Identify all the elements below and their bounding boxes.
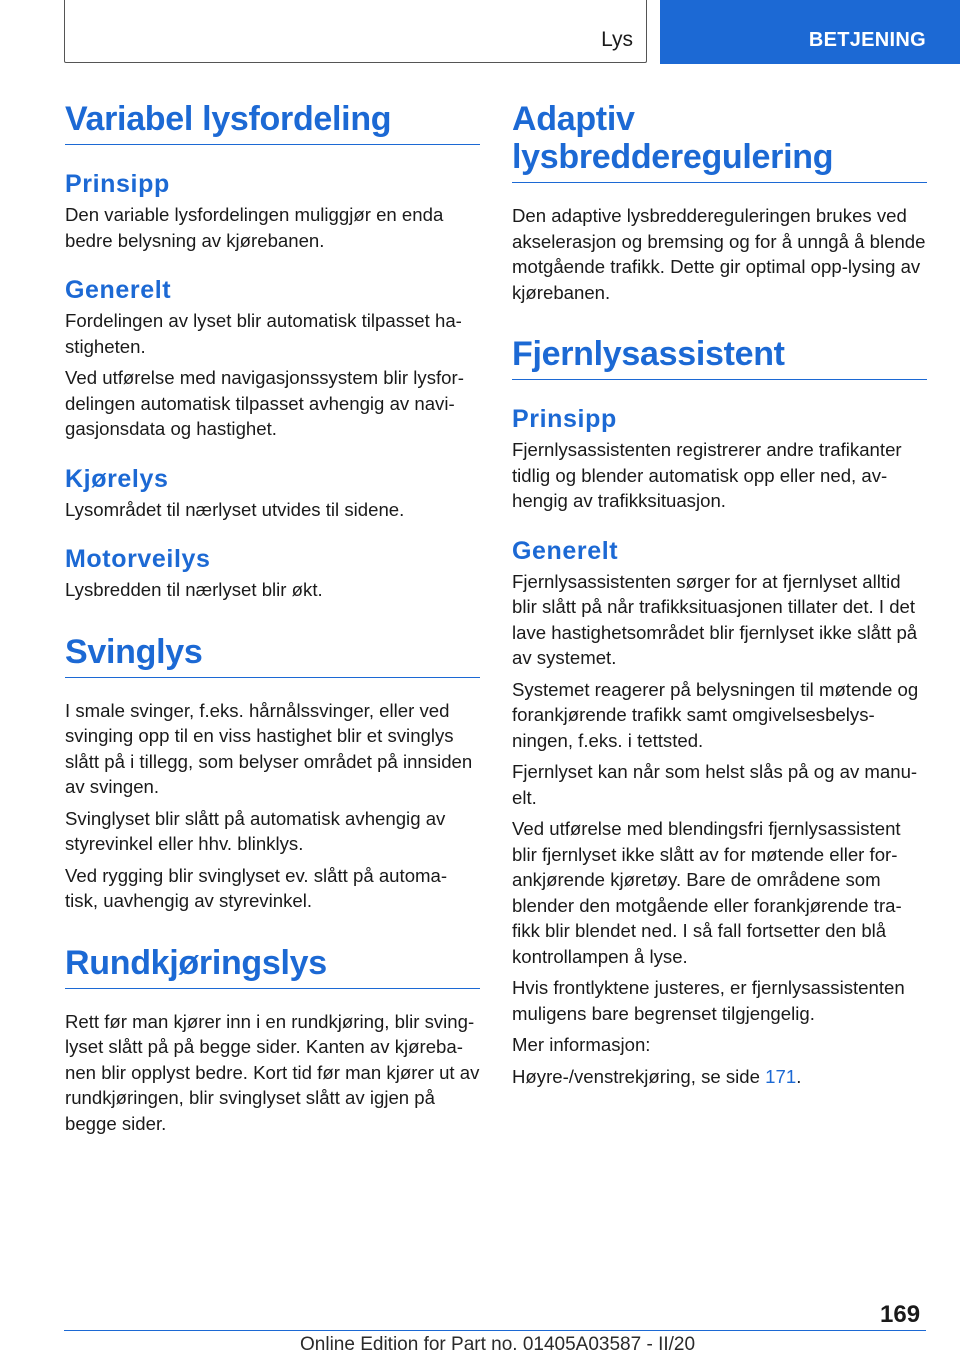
page-number: 169 xyxy=(880,1301,921,1328)
subheading-prinsipp: Prinsipp xyxy=(65,170,170,198)
subheading-prinsipp: Prinsipp xyxy=(512,405,617,433)
paragraph: Mer informasjon: xyxy=(512,1034,651,1055)
paragraph: Systemet reagerer på belysningen til møtende og forankjørende trafikk samt omgivelsesbelys-ningen, f.eks. i tettsted. xyxy=(512,678,919,751)
cross-reference-text: Høyre-/venstrekjøring, se side xyxy=(512,1065,766,1087)
paragraph: Fjernlysassistenten registrerer andre trafikanter tidlig og blender automatisk opp eller ned, av-hengig av trafikksituasjon. xyxy=(512,439,902,511)
paragraph: Ved utførelse med blendingsfri fjernlysassistent blir fjernlyset ikke slått av for møtende eller for-ankjørende kjøretøy. Bare de områdene som blender den motgående eller forankjørende tra-fikk blir blendet ned. I så fall fortsetter den blå kontrollampen å lyse. xyxy=(512,818,902,967)
heading-line-1: Adaptiv xyxy=(512,100,635,138)
footer-edition-text: Online Edition for Part no. 01405A03587 - II/20 xyxy=(300,1334,696,1355)
paragraph: Den adaptive lysbreddereguleringen brukes ved akselerasjon og bremsing og for å unngå å blende motgående trafikk. Dette gir optimal opp-lysing av kjørebanen. xyxy=(512,205,926,303)
right-column xyxy=(512,100,927,1089)
heading-adaptiv-lysbredderegulering xyxy=(512,100,927,183)
heading-line-2: lysbredderegulering xyxy=(512,138,834,176)
footer-divider xyxy=(64,1330,926,1331)
heading-rundkjoringslys: Rundkjøringslys xyxy=(65,944,480,989)
paragraph: I smale svinger, f.eks. hårnålssvinger, eller ved svinging opp til en viss hastighet blir et svinglys slått på i tillegg, som belyser området på innsiden av svingen. xyxy=(65,699,473,797)
header-section-label: Lys xyxy=(601,28,633,51)
paragraph: Fordelingen av lyset blir automatisk tilpasset ha-stigheten. xyxy=(65,310,462,357)
paragraph: Rett før man kjører inn i en rundkjøring, blir sving-lyset slått på på begge sider. Kanten av kjøreba-nen blir opplyst bedre. Kort tid før man kjører ut av rundkjøringen, blir svinglyset slått av igjen på begge sider. xyxy=(65,1010,480,1134)
left-column xyxy=(65,100,480,1136)
heading-svinglys: Svinglys xyxy=(65,633,480,678)
paragraph: Lysbredden til nærlyset blir økt. xyxy=(65,579,323,600)
cross-reference-end: . xyxy=(796,1065,802,1087)
header-section-box xyxy=(64,0,647,63)
paragraph: Fjernlyset kan når som helst slås på og av manu-elt. xyxy=(512,761,918,808)
subheading-generelt: Generelt xyxy=(65,276,172,304)
paragraph: Den variable lysfordelingen muliggjør en enda bedre belysning av kjørebanen. xyxy=(65,204,444,251)
subheading-kjorelys: Kjørelys xyxy=(65,464,169,493)
paragraph: Ved utførelse med navigasjonssystem blir lysfor-delingen automatisk tilpasset avhengig av navi-gasjonsdata og hastighet. xyxy=(65,367,464,439)
subheading-motorveilys: Motorveilys xyxy=(65,545,211,573)
paragraph: Hvis frontlyktene justeres, er fjernlysassistenten muligens bare begrenset tilgjengelig. xyxy=(512,977,905,1024)
paragraph: Fjernlysassistenten sørger for at fjernlyset alltid blir slått på når trafikksituasjonen tillater det. I det lave hastighetsområdet blir fjernlyset ikke slått på av systemet. xyxy=(512,570,918,668)
heading-variabel-lysfordeling: Variabel lysfordeling xyxy=(65,100,480,145)
paragraph: Ved rygging blir svinglyset ev. slått på automa-tisk, uavhengig av styrevinkel. xyxy=(65,864,448,911)
subheading-generelt: Generelt xyxy=(512,536,619,565)
paragraph-cross-reference xyxy=(512,1064,927,1090)
header-chapter-label: BETJENING xyxy=(808,29,926,51)
paragraph: Svinglyset blir slått på automatisk avhengig av styrevinkel eller hhv. blinklys. xyxy=(65,807,446,854)
heading-fjernlysassistent: Fjernlysassistent xyxy=(512,335,927,380)
paragraph: Lysområdet til nærlyset utvides til sidene. xyxy=(65,498,405,520)
header-chapter-tab xyxy=(660,0,960,64)
page-link-171[interactable]: 171 xyxy=(765,1065,797,1087)
